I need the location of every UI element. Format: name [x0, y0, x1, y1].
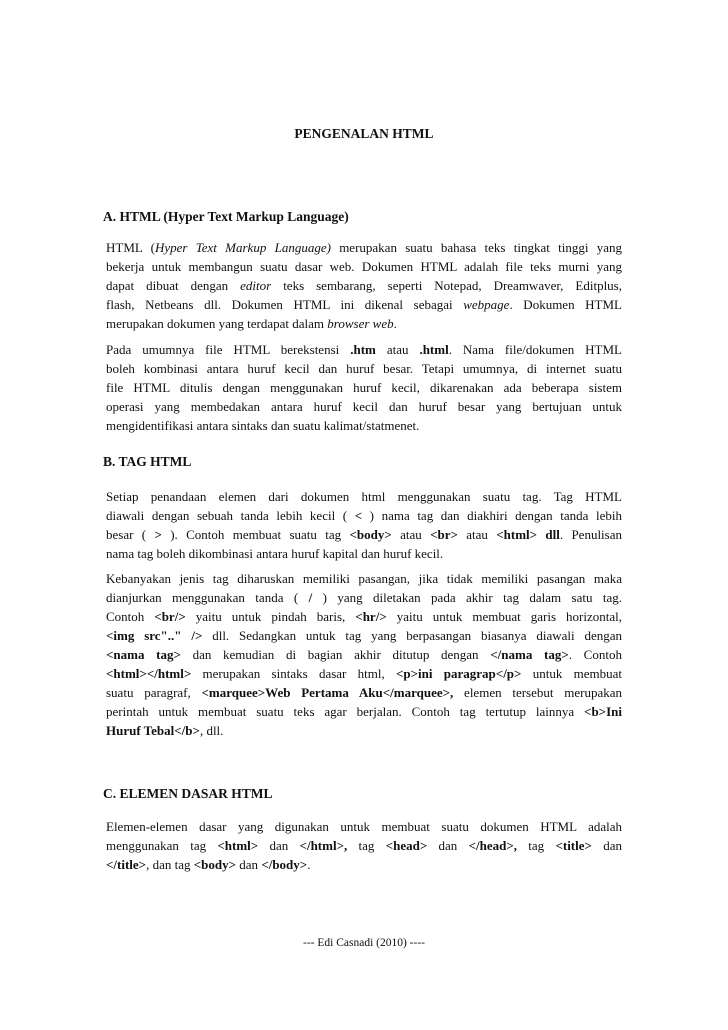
bold-text: <p>ini paragrap</p> — [396, 666, 522, 681]
text-line: menggunakan tag <html> dan </html>, tag <head> dan </head>, tag <title> dan — [106, 838, 622, 853]
section-b-paragraph-1 — [106, 487, 622, 563]
text-line: operasi yang membedakan antara huruf kecil dan huruf besar yang bertujuan untuk — [106, 399, 622, 414]
bold-text: <marquee>Web Pertama Aku</marquee>, — [201, 685, 454, 700]
italic-text: editor — [240, 278, 272, 293]
bold-text: <body> — [193, 857, 237, 872]
text-line: besar ( > ). Contoh membuat suatu tag <body> atau <br> atau <html> dll. Penulisan — [106, 527, 623, 542]
text-line: Pada umumnya file HTML berekstensi .htm atau .html. Nama file/dokumen HTML — [106, 342, 623, 357]
section-b-heading: B. TAG HTML — [103, 454, 192, 469]
text-line: </title>, dan tag <body> dan </body>. — [106, 857, 311, 872]
text-line: merupakan dokumen yang terdapat dalam browser web. — [106, 316, 397, 331]
text-line: flash, Netbeans dll. Dokumen HTML ini dikenal sebagai webpage. Dokumen HTML — [106, 297, 622, 312]
text-line: <html></html> merupakan sintaks dasar html, <p>ini paragrap</p> untuk membuat — [106, 666, 622, 681]
text-line: bekerja untuk membangun suatu dasar web. Dokumen HTML adalah file teks murni yang — [106, 259, 622, 274]
bold-text: <html></html> — [106, 666, 192, 681]
bold-text: <body> — [349, 527, 392, 542]
bold-text: < — [354, 508, 363, 523]
text-line: diawali dengan sebuah tanda lebih kecil ( < ) nama tag dan diakhiri dengan tanda lebih — [106, 508, 622, 523]
text-line: nama tag boleh dikombinasi antara huruf kapital dan huruf kecil. — [106, 546, 444, 561]
text-line: Huruf Tebal</b>, dll. — [106, 723, 224, 738]
bold-text: </head>, — [468, 838, 517, 853]
text-line: mengidentifikasi antara sintaks dan suatu kalimat/statmenet. — [106, 418, 420, 433]
text-line: Setiap penandaan elemen dari dokumen html menggunakan suatu tag. Tag HTML — [106, 489, 622, 504]
page-footer: --- Edi Casnadi (2010) ---- — [303, 937, 425, 949]
text-line: dianjurkan menggunakan tanda ( / ) yang diletakan pada akhir tag dalam satu tag. — [106, 590, 623, 605]
section-c-heading: C. ELEMEN DASAR HTML — [103, 786, 273, 801]
text-line: perintah untuk membuat suatu teks agar berjalan. Contoh tag tertutup lainnya <b>Ini — [106, 704, 622, 719]
italic-text: Hyper Text Markup Language) — [154, 240, 331, 255]
bold-text: <hr/> — [355, 609, 387, 624]
bold-text: <title> — [555, 838, 592, 853]
text-line: boleh kombinasi antara huruf kecil dan huruf besar. Tetapi umumnya, di internet suatu — [106, 361, 622, 376]
text-line: file HTML ditulis dengan menggunakan huruf kecil, dikarenakan ada beberapa sistem — [106, 380, 622, 395]
bold-text: </title> — [106, 857, 147, 872]
bold-text: </html>, — [299, 838, 348, 853]
bold-text: <head> — [385, 838, 428, 853]
bold-text: Huruf Tebal</b> — [106, 723, 200, 738]
text-line: Contoh <br/> yaitu untuk pindah baris, <hr/> yaitu untuk membuat garis horizontal, — [106, 609, 622, 624]
italic-text: browser web — [327, 316, 394, 331]
text-line: dapat dibuat dengan editor teks sembarang, seperti Notepad, Dreamwaver, Editplus, — [106, 278, 622, 293]
text-line: suatu paragraf, <marquee>Web Pertama Aku</marquee>, elemen tersebut merupakan — [106, 685, 622, 700]
bold-text: <html> — [217, 838, 259, 853]
bold-text: <br/> — [154, 609, 186, 624]
section-a-paragraph-2 — [106, 340, 622, 435]
text-line: HTML (Hyper Text Markup Language) merupakan suatu bahasa teks tingkat tinggi yang — [106, 240, 622, 255]
section-c-paragraph-1 — [106, 817, 622, 874]
bold-text: .html — [419, 342, 449, 357]
text-line: <nama tag> dan kemudian di bagian akhir ditutup dengan </nama tag>. Contoh — [106, 647, 622, 662]
bold-text: <img src".." /> — [106, 628, 203, 643]
section-a-heading: A. HTML (Hyper Text Markup Language) — [103, 209, 349, 224]
text-line: <img src".." /> dll. Sedangkan untuk tag yang berpasangan biasanya diawali dengan — [106, 628, 622, 643]
bold-text: <br> — [430, 527, 458, 542]
section-a-paragraph-1 — [106, 238, 622, 333]
bold-text: <b>Ini — [584, 704, 622, 719]
bold-text: > — [154, 527, 162, 542]
bold-text: </body> — [261, 857, 308, 872]
bold-text: <nama tag> — [106, 647, 181, 662]
bold-text: <html> dll — [496, 527, 560, 542]
bold-text: .htm — [350, 342, 376, 357]
bold-text: / — [308, 590, 313, 605]
bold-text: </nama tag> — [490, 647, 569, 662]
text-line: Elemen-elemen dasar yang digunakan untuk membuat suatu dokumen HTML adalah — [106, 819, 622, 834]
italic-text: webpage — [463, 297, 510, 312]
page-title: PENGENALAN HTML — [294, 126, 434, 141]
section-b-paragraph-2 — [106, 569, 622, 740]
text-line: Kebanyakan jenis tag diharuskan memiliki pasangan, jika tidak memiliki pasangan maka — [106, 571, 622, 586]
